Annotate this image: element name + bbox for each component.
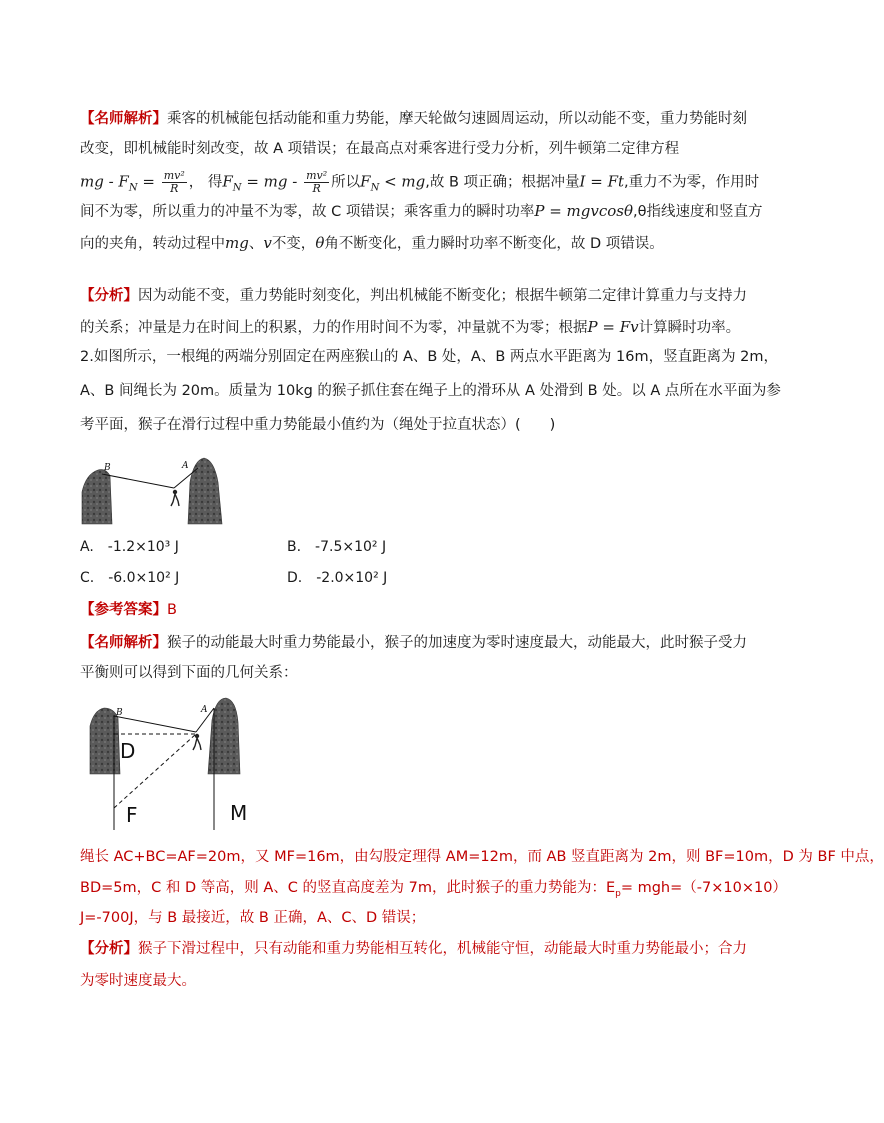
p1-l5c: 角不断变化，重力瞬时功率不断变化，故 D 项错误。 (324, 236, 664, 252)
p3-line1 (80, 632, 747, 654)
p1-line4 (80, 200, 763, 223)
p1-t-after: ,故 B 项正确；根据冲量 (425, 174, 580, 191)
fraction-2-den: R (312, 182, 321, 195)
p1-t-suoyi: 所以 (331, 174, 361, 191)
p5-tag: 【分析】 (80, 941, 138, 957)
option-a: A. -1.2×10³ J (80, 539, 179, 555)
option-b: B. -7.5×10² J (287, 539, 387, 555)
p1-v: v (263, 234, 272, 252)
eq2-lhs: F (222, 172, 233, 191)
p3-line2: 平衡则可以得到下面的几何关系： (80, 665, 298, 681)
p1-l5b: 不变， (271, 236, 316, 252)
p3-tag: 【名师解析】 (80, 635, 167, 651)
p5-line2: 为零时速度最大。 (80, 973, 196, 989)
answer-line (80, 599, 177, 621)
fraction-1 (162, 170, 187, 195)
fraction-1-den: R (170, 182, 179, 195)
p4-sub: p (615, 888, 621, 899)
p1-l5a: 向的夹角，转动过程中 (80, 236, 225, 252)
p1-line3 (80, 170, 759, 199)
answer-tag: 【参考答案】 (80, 602, 167, 618)
eq3-sub: N (370, 182, 380, 194)
answer-value: B (167, 602, 177, 618)
p1-l1: 乘客的机械能包括动能和重力势能，摩天轮做匀速圆周运动，所以动能不变，重力势能时刻 (167, 111, 747, 127)
q2-line1: 2.如图所示，一根绳的两端分别固定在两座猴山的 A、B 处，A、B 两点水平距离为 16m，竖直距离为 2m， (80, 349, 779, 365)
eq3-lhs: F (360, 172, 371, 191)
p1-line1 (80, 108, 747, 130)
fig2-label-b: B (116, 708, 123, 718)
eq1-lhs: mg - F (80, 172, 129, 191)
p5-line1 (80, 938, 747, 960)
p1-l4b: ,θ指线速度和竖直方 (633, 204, 763, 220)
p2-l1: 因为动能不变，重力势能时刻变化，判出机械能不断变化；根据牛顿第二定律计算重力与支持力 (138, 288, 747, 304)
eq1-sub: N (128, 182, 138, 194)
fig2-label-m: M (230, 801, 248, 825)
fig2-label-f: F (126, 803, 138, 827)
fraction-2-num: mv² (306, 169, 328, 182)
p1-theta: θ (315, 234, 325, 252)
rope-bc-2 (114, 716, 196, 732)
p2-l2a: 的关系；冲量是力在时间上的积累，力的作用时间不为零，冲量就不为零；根据 (80, 320, 588, 336)
p1-t-de: ， 得 (188, 174, 223, 191)
eq1-eq: = (137, 172, 160, 191)
left-mountain (82, 470, 112, 524)
figure-mountains-rope (80, 452, 226, 524)
power-formula: P = mgvcosθ (534, 202, 634, 220)
p2-l2b: 计算瞬时功率。 (638, 320, 741, 336)
p4-line2 (80, 877, 787, 905)
p1-t-end: ,重力不为零，作用时 (624, 174, 760, 191)
right-mountain (188, 458, 222, 524)
p1-line5: 向的夹角，转动过程中mg、v不变，θ角不断变化，重力瞬时功率不断变化，故 D 项错误。 (80, 234, 664, 252)
p4-line3: J=-700J，与 B 最接近，故 B 正确，A、C、D 错误； (80, 910, 426, 926)
p1-tag: 【名师解析】 (80, 111, 167, 127)
p4-l2b: = mgh=（-7×10×10） (620, 880, 787, 896)
eq3-rhs: < mg (379, 172, 426, 191)
rope-segment-bc (102, 474, 174, 488)
p3-l1: 猴子的动能最大时重力势能最小，猴子的加速度为零时速度最大，动能最大，此时猴子受力 (167, 635, 747, 651)
fraction-1-num: mv² (163, 169, 185, 182)
fig2-label-d: D (120, 739, 136, 763)
figure-geometry (88, 696, 258, 830)
p2-line2 (80, 316, 740, 339)
option-d: D. -2.0×10² J (287, 570, 388, 586)
p1-l4a: 间不为零，所以重力的冲量不为零，故 C 项错误；乘客重力的瞬时功率 (80, 204, 535, 220)
impulse-formula: I = Ft (579, 172, 625, 191)
monkey-icon (171, 490, 179, 506)
fig1-label-a: A (182, 461, 189, 471)
option-c: C. -6.0×10² J (80, 570, 180, 586)
p5-l1: 猴子下滑过程中，只有动能和重力势能相互转化，机械能守恒，动能最大时重力势能最小；合力 (138, 941, 747, 957)
p1-mg: mg (225, 234, 249, 252)
eq2-sub: N (232, 182, 242, 194)
p4-line1: 绳长 AC+BC=AF=20m，又 MF=16m，由勾股定理得 AM=12m，而 AB 竖直距离为 2m，则 BF=10m，D 为 BF 中点， (80, 849, 884, 865)
p4-l2: BD=5m，C 和 D 等高，则 A、C 的竖直高度差为 7m，此时猴子的重力势能为：E (80, 880, 616, 896)
p2-line1 (80, 285, 747, 307)
q2-line3: 考平面，猴子在滑行过程中重力势能最小值约为（绳处于拉直状态）( ) (80, 417, 556, 433)
fig2-label-a: A (201, 705, 208, 715)
eq2-rhs: = mg - (241, 172, 303, 191)
p1-line2: 改变，即机械能时刻改变，故 A 项错误；在最高点对乘客进行受力分析，列牛顿第二定律方程 (80, 141, 680, 157)
fraction-2 (304, 170, 329, 195)
p2-formula: P = Fv (587, 318, 639, 336)
fig1-label-b: B (104, 463, 111, 473)
q2-line2: A、B 间绳长为 20m。质量为 10kg 的猴子抓住套在绳子上的滑环从 A 处滑到 B 处。以 A 点所在水平面为参 (80, 383, 781, 399)
p2-tag: 【分析】 (80, 288, 138, 304)
